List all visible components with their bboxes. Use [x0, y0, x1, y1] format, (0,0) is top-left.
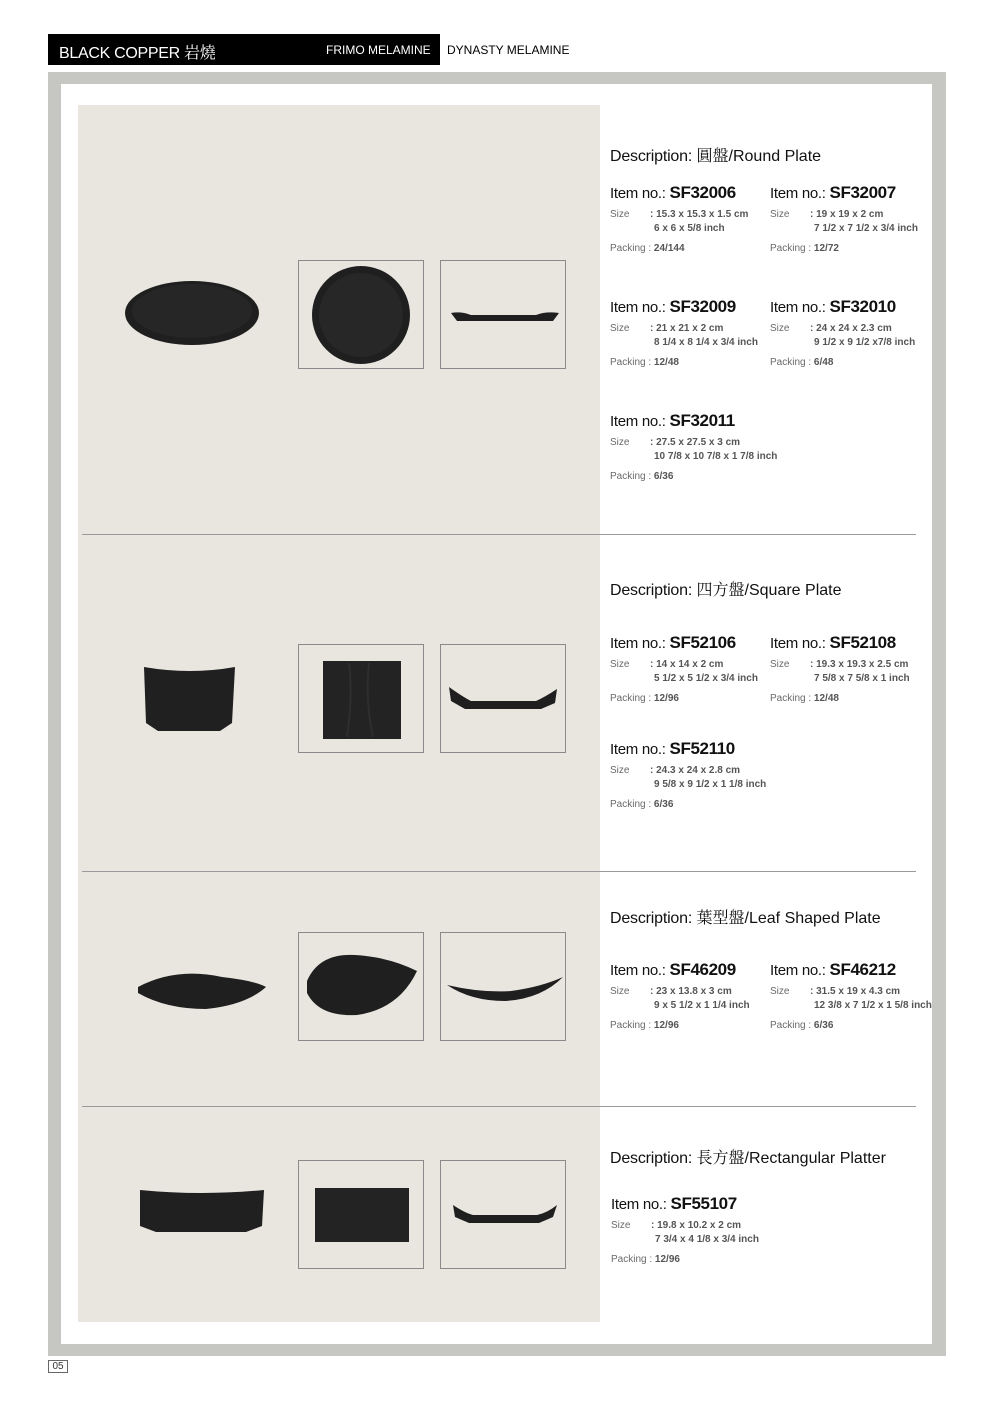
size-label: Size — [611, 1220, 631, 1231]
square-plate-side-image — [441, 645, 567, 754]
round-plate-side-image — [441, 261, 567, 370]
packing-value: 6/36 — [653, 799, 674, 810]
item-number-line — [611, 1194, 781, 1214]
description-heading — [610, 905, 881, 928]
packing-label: Packing : — [610, 471, 652, 482]
packing-value: 12/48 — [813, 693, 839, 704]
size-label: Size — [770, 209, 790, 220]
packing-value: 6/36 — [653, 471, 674, 482]
size-cm: : 19 x 19 x 2 cm — [810, 209, 884, 220]
square-plate-top-photo — [298, 644, 424, 753]
item-no-label: Item no.: — [610, 962, 666, 979]
header-bar — [48, 34, 440, 65]
item-number: SF32009 — [669, 297, 736, 316]
item-no-label: Item no.: — [610, 185, 666, 202]
size-line — [610, 209, 780, 237]
description-heading — [610, 1145, 886, 1168]
item-no-label: Item no.: — [610, 299, 666, 316]
size-cm: : 19.8 x 10.2 x 2 cm — [651, 1220, 742, 1231]
item-number: SF32007 — [829, 183, 896, 202]
size-line — [610, 986, 780, 1014]
packing-label: Packing : — [610, 1020, 652, 1031]
packing-line — [770, 357, 940, 368]
size-inch: 5 1/2 x 5 1/2 x 3/4 inch — [654, 673, 758, 684]
size-line — [770, 323, 940, 351]
item-number: SF32010 — [829, 297, 896, 316]
round-plate-angle-image — [122, 278, 262, 348]
rect-platter-side-photo — [440, 1160, 566, 1269]
packing-label: Packing : — [610, 693, 652, 704]
square-plate-side-photo — [440, 644, 566, 753]
leaf-plate-side-photo — [440, 932, 566, 1041]
size-inch: 6 x 6 x 5/8 inch — [654, 223, 725, 234]
packing-value: 12/96 — [653, 693, 679, 704]
size-inch: 10 7/8 x 10 7/8 x 1 7/8 inch — [654, 451, 778, 462]
packing-line — [770, 1020, 940, 1031]
description-label: Description: — [610, 148, 693, 165]
size-cm: : 23 x 13.8 x 3 cm — [650, 986, 732, 997]
item-number-line — [610, 183, 780, 203]
description-text: 葉型盤/Leaf Shaped Plate — [696, 910, 881, 927]
size-label: Size — [610, 323, 630, 334]
item-number: SF46212 — [829, 960, 896, 979]
rect-platter-top-image — [299, 1161, 425, 1270]
item-number-line — [610, 297, 780, 317]
packing-line — [610, 471, 810, 482]
item-number-line — [610, 633, 780, 653]
size-cm: : 21 x 21 x 2 cm — [650, 323, 724, 334]
item-card — [611, 1194, 781, 1265]
size-label: Size — [610, 986, 630, 997]
section-divider — [82, 534, 916, 535]
round-plate-side-photo — [440, 260, 566, 369]
size-inch: 9 x 5 1/2 x 1 1/4 inch — [654, 1000, 750, 1011]
packing-label: Packing : — [770, 693, 812, 704]
size-inch: 12 3/8 x 7 1/2 x 1 5/8 inch — [814, 1000, 932, 1011]
description-label: Description: — [610, 582, 693, 599]
series-frimo: FRIMO MELAMINE — [326, 43, 431, 57]
item-number-line — [770, 633, 940, 653]
packing-label: Packing : — [770, 357, 812, 368]
item-card — [770, 633, 940, 704]
packing-line — [610, 1020, 780, 1031]
packing-value: 6/48 — [813, 357, 834, 368]
packing-label: Packing : — [770, 243, 812, 254]
size-label: Size — [770, 986, 790, 997]
size-line — [770, 659, 940, 687]
size-cm: : 27.5 x 27.5 x 3 cm — [650, 437, 741, 448]
size-line — [610, 765, 780, 793]
description-label: Description: — [610, 1150, 693, 1167]
packing-line — [611, 1254, 781, 1265]
item-card — [610, 960, 780, 1031]
packing-value: 12/96 — [654, 1254, 680, 1265]
item-number-line — [610, 411, 810, 431]
item-card — [610, 633, 780, 704]
item-card — [610, 411, 810, 482]
packing-line — [610, 799, 780, 810]
leaf-plate-angle-image — [136, 965, 268, 1015]
size-label: Size — [610, 437, 630, 448]
size-inch: 7 3/4 x 4 1/8 x 3/4 inch — [655, 1234, 759, 1245]
round-plate-top-image — [299, 261, 425, 370]
size-label: Size — [770, 323, 790, 334]
round-plate-top-photo — [298, 260, 424, 369]
description-text: 圓盤/Round Plate — [696, 148, 822, 165]
item-no-label: Item no.: — [610, 741, 666, 758]
series-dynasty: DYNASTY MELAMINE — [447, 43, 570, 57]
packing-value: 12/48 — [653, 357, 679, 368]
packing-line — [770, 693, 940, 704]
size-label: Size — [610, 765, 630, 776]
square-plate-angle-image — [140, 665, 240, 735]
size-line — [770, 209, 940, 237]
item-card — [610, 297, 780, 368]
section-divider — [82, 871, 916, 872]
item-number-line — [770, 183, 940, 203]
packing-label: Packing : — [610, 799, 652, 810]
packing-label: Packing : — [610, 243, 652, 254]
size-line — [610, 437, 810, 465]
brand-title: BLACK COPPER 岩燒 — [59, 45, 216, 62]
size-line — [770, 986, 940, 1014]
item-no-label: Item no.: — [770, 962, 826, 979]
page-number: 05 — [48, 1360, 68, 1373]
item-no-label: Item no.: — [770, 635, 826, 652]
rect-platter-top-photo — [298, 1160, 424, 1269]
size-label: Size — [610, 209, 630, 220]
description-label: Description: — [610, 910, 693, 927]
size-inch: 9 5/8 x 9 1/2 x 1 1/8 inch — [654, 779, 767, 790]
size-cm: : 19.3 x 19.3 x 2.5 cm — [810, 659, 909, 670]
leaf-plate-top-image — [299, 933, 425, 1042]
size-inch: 9 1/2 x 9 1/2 x7/8 inch — [814, 337, 916, 348]
description-text: 四方盤/Square Plate — [696, 582, 842, 599]
item-number: SF52108 — [829, 633, 896, 652]
leaf-plate-top-photo — [298, 932, 424, 1041]
packing-line — [610, 243, 780, 254]
item-card — [770, 960, 940, 1031]
size-line — [610, 659, 780, 687]
item-number: SF32011 — [669, 411, 735, 430]
packing-label: Packing : — [770, 1020, 812, 1031]
item-card — [770, 183, 940, 254]
packing-line — [770, 243, 940, 254]
size-cm: : 24.3 x 24 x 2.8 cm — [650, 765, 741, 776]
item-number: SF46209 — [669, 960, 736, 979]
section-divider — [82, 1106, 916, 1107]
item-card — [770, 297, 940, 368]
packing-line — [610, 357, 780, 368]
packing-label: Packing : — [611, 1254, 653, 1265]
rect-platter-side-image — [441, 1161, 567, 1270]
size-inch: 7 5/8 x 7 5/8 x 1 inch — [814, 673, 910, 684]
size-inch: 7 1/2 x 7 1/2 x 3/4 inch — [814, 223, 918, 234]
item-number: SF52106 — [669, 633, 736, 652]
description-heading — [610, 143, 821, 166]
size-line — [611, 1220, 781, 1248]
packing-value: 12/72 — [813, 243, 839, 254]
leaf-plate-side-image — [441, 933, 567, 1042]
size-inch: 8 1/4 x 8 1/4 x 3/4 inch — [654, 337, 758, 348]
item-number-line — [770, 297, 940, 317]
item-no-label: Item no.: — [610, 635, 666, 652]
size-line — [610, 323, 780, 351]
item-number: SF32006 — [669, 183, 736, 202]
item-number: SF52110 — [669, 739, 735, 758]
description-heading — [610, 577, 842, 600]
rect-platter-angle-image — [136, 1186, 268, 1236]
packing-value: 24/144 — [653, 243, 685, 254]
description-text: 長方盤/Rectangular Platter — [696, 1150, 886, 1167]
packing-value: 6/36 — [813, 1020, 834, 1031]
item-number-line — [610, 739, 780, 759]
size-label: Size — [770, 659, 790, 670]
item-number-line — [770, 960, 940, 980]
item-card — [610, 183, 780, 254]
packing-label: Packing : — [610, 357, 652, 368]
item-card — [610, 739, 780, 810]
size-cm: : 15.3 x 15.3 x 1.5 cm — [650, 209, 749, 220]
size-cm: : 14 x 14 x 2 cm — [650, 659, 724, 670]
square-plate-top-image — [299, 645, 425, 754]
item-number: SF55107 — [670, 1194, 737, 1213]
item-number-line — [610, 960, 780, 980]
size-label: Size — [610, 659, 630, 670]
size-cm: : 31.5 x 19 x 4.3 cm — [810, 986, 901, 997]
item-no-label: Item no.: — [611, 1196, 667, 1213]
size-cm: : 24 x 24 x 2.3 cm — [810, 323, 892, 334]
item-no-label: Item no.: — [610, 413, 666, 430]
item-no-label: Item no.: — [770, 299, 826, 316]
item-no-label: Item no.: — [770, 185, 826, 202]
packing-value: 12/96 — [653, 1020, 679, 1031]
packing-line — [610, 693, 780, 704]
